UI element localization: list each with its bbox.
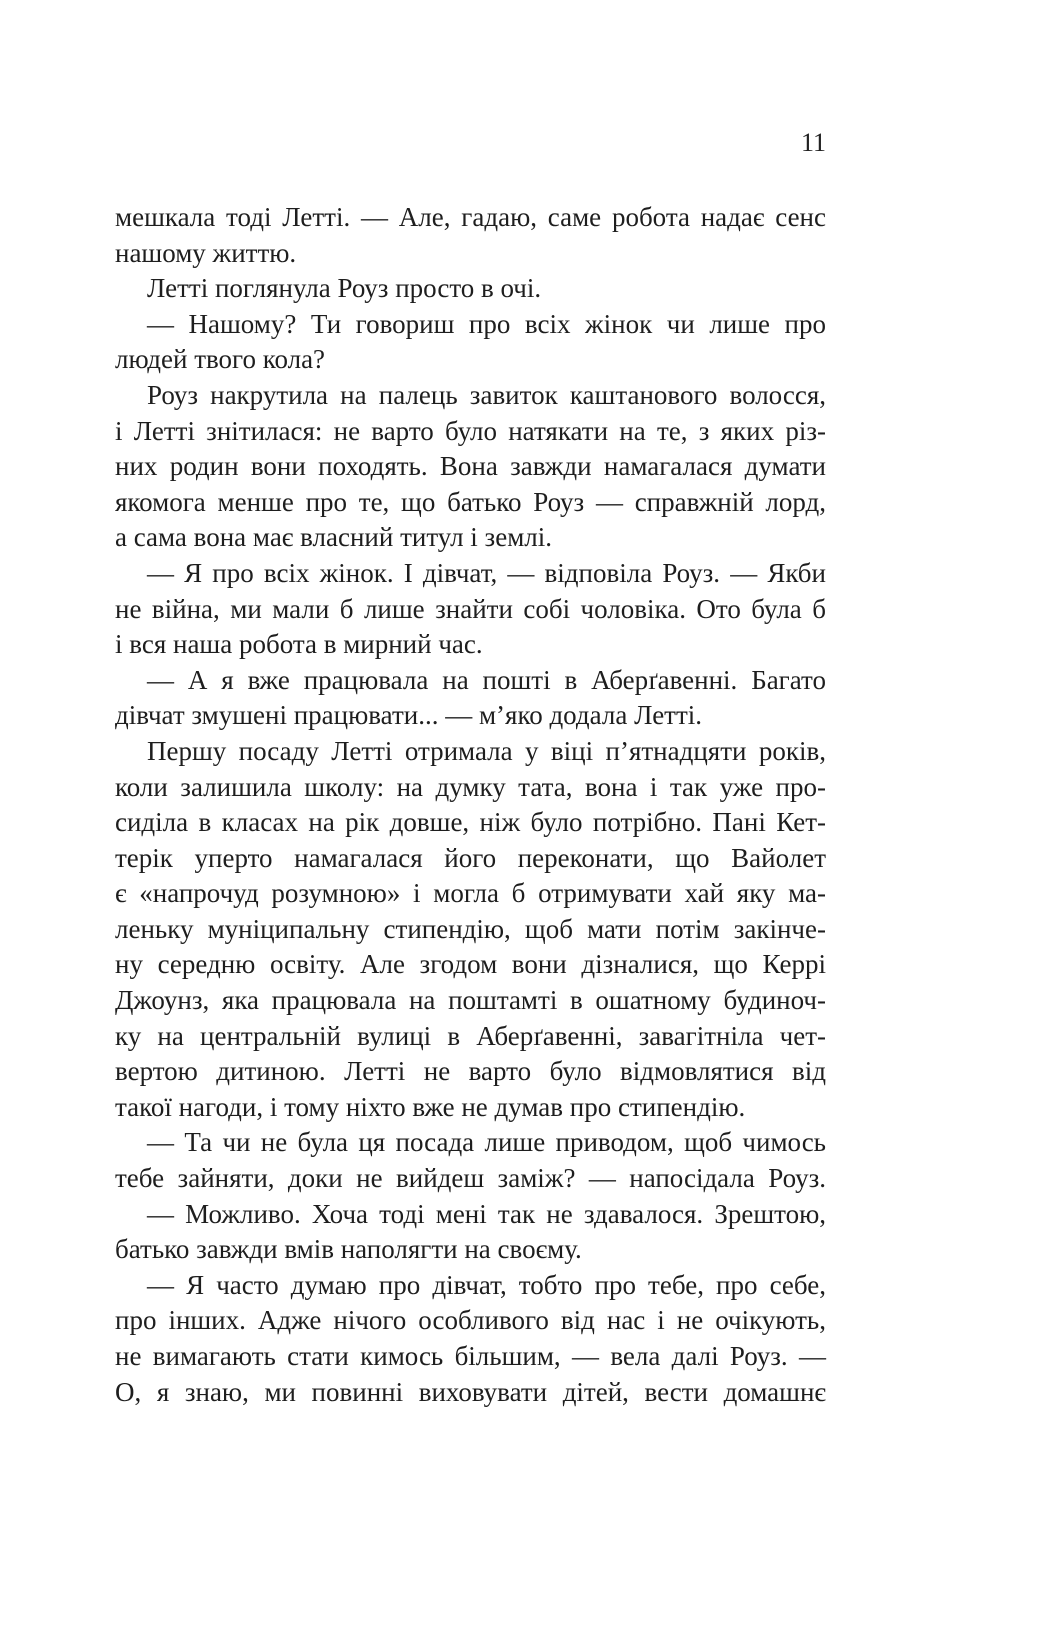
text-line: — А я вже працювала на пошті в Аберґавенні. Багато xyxy=(147,664,826,695)
text-line: терік уперто намагалася його переконати, що Вайолет xyxy=(115,842,826,873)
text-line: сиділа в класах на рік довше, ніж було потрібно. Пані Кет- xyxy=(115,807,826,838)
text-line: мешкала тоді Летті. — Але, гадаю, саме робота надає сенс xyxy=(115,202,826,232)
text-line: — Та чи не була ця посада лише приводом, щоб чимось xyxy=(147,1127,826,1158)
text-line: ну середню освіту. Але згодом вони дізналися, що Керрі xyxy=(115,949,826,980)
text-line: нашому життю. xyxy=(115,237,297,268)
text-line: про інших. Адже нічого особливого від нас і не очікують, xyxy=(115,1305,826,1336)
text-line: такої нагоди, і тому ніхто вже не думав про стипендію. xyxy=(115,1091,746,1122)
text-line: людей твого кола? xyxy=(115,344,326,375)
text-line: — Нашому? Ти говориш про всіх жінок чи лише про xyxy=(147,308,826,339)
text-line: і Летті знітилася: не варто було натякати на те, з яких різ- xyxy=(115,415,826,446)
text-line: якомога менше про те, що батько Роуз — справжній лорд, xyxy=(115,486,826,517)
text-line: — Я часто думаю про дівчат, тобто про тебе, про себе, xyxy=(147,1269,826,1300)
text-line: коли залишила школу: на думку тата, вона і так уже про- xyxy=(115,771,826,802)
text-line: є «напрочуд розумною» і могла б отримувати хай яку ма- xyxy=(115,878,826,909)
text-line: — Я про всіх жінок. І дівчат, — відповіла Роуз. — Якби xyxy=(147,557,826,588)
text-line: вертою дитиною. Летті не варто було відмовлятися від xyxy=(115,1056,826,1087)
page-number: 11 xyxy=(800,128,826,157)
text-line: Джоунз, яка працювала на поштамті в ошатному будиноч- xyxy=(115,985,826,1016)
body-text xyxy=(115,200,826,1410)
text-line: О, я знаю, ми повинні виховувати дітей, вести домашнє xyxy=(115,1376,826,1407)
text-line: Роуз накрутила на палець завиток каштанового волосся, xyxy=(147,379,826,410)
text-line: батько завжди вмів наполягти на своєму. xyxy=(115,1234,582,1265)
text-line: і вся наша робота в мирний час. xyxy=(115,629,483,660)
text-line: не війна, ми мали б лише знайти собі чоловіка. Ото була б xyxy=(115,593,826,624)
text-line: дівчат змушені працювати... — м’яко додала Летті. xyxy=(115,700,703,731)
text-line: — Можливо. Хоча тоді мені так не здавалося. Зрештою, xyxy=(147,1198,826,1229)
text-line: леньку муніципальну стипендію, щоб мати потім закінче- xyxy=(115,913,826,944)
text-line: а сама вона має власний титул і землі. xyxy=(115,522,553,553)
text-line: Першу посаду Летті отримала у віці п’ятнадцяти років, xyxy=(147,735,826,766)
text-line: не вимагають стати кимось більшим, — вела далі Роуз. — xyxy=(115,1341,826,1371)
text-line: ку на центральній вулиці в Аберґавенні, завагітніла чет- xyxy=(115,1020,826,1051)
text-line: Летті поглянула Роуз просто в очі. xyxy=(147,273,542,304)
text-line: тебе зайняти, доки не вийдеш заміж? — напосідала Роуз. xyxy=(115,1163,826,1194)
text-line: них родин вони походять. Вона завжди намагалася думати xyxy=(115,451,826,482)
